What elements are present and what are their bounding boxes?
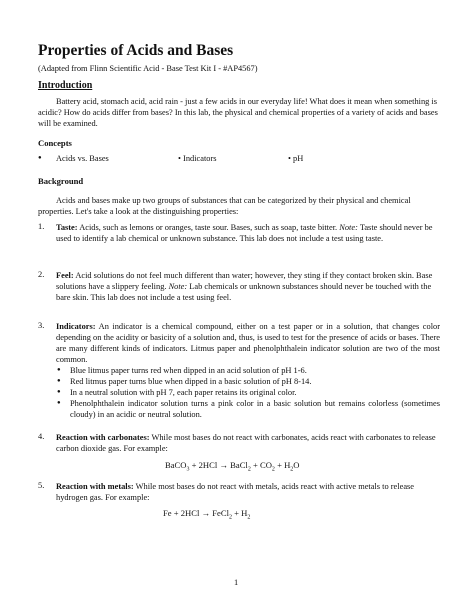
arrow-icon: → [219,460,228,470]
item-number: 5. [38,481,45,490]
carbonate-equation: BaCO$_3$ + 2HCl → BaCl$_2$ + $CO_2 + H_2O$ [165,460,300,473]
list-item: ● Blue litmus paper turns red when dipped in an acid solution of pH 1-6. [56,365,440,376]
carbonates-paragraph: Reaction with carbonates: While most bases do not react with carbonates, acids react with carbonates to release carbon dioxide gas. For example: [56,433,436,453]
item-label: Taste: [56,223,78,232]
list-item: ● Red litmus paper turns blue when dipped in a basic solution of pH 8-14. [56,376,440,387]
background-paragraph: Acids and bases make up two groups of substances that can be categorized by their physical and chemical properties. Let's take a look at the distinguishing properties: [38,196,411,216]
indicators-paragraph: Indicators: An indicator is a chemical compound, either on a test paper or in a solution, that changes color depending on the acidity or basicity of a solution and, thus, is used to test for the presence of acids or bases. There are many different kinds of indicators. Litmus paper and phenolphthalein indicator solution are two of the most common. [56,322,440,364]
page-number: 1 [234,578,239,587]
arrow-icon: → [201,508,211,518]
metal-equation: Fe + 2HCl → FeCl$_2$ + $H_2$ [163,508,251,521]
item-number: 3. [38,321,45,330]
list-item: ● Phenolphthalein indicator solution turns a pink color in a basic solution but remains colorless (sometimes cloudy) in an acidic or neutral solution. [56,398,440,420]
note-label: Note: [168,282,188,291]
taste-paragraph: Taste: Acids, such as lemons or oranges, taste sour. Bases, such as soap, taste bitter. Note: Taste should never be used to identify a lab chemical or unknown substance. This lab does not include a test using taste. [56,223,433,243]
item-number: 1. [38,222,45,231]
item-label: Indicators: [56,322,96,331]
item-label: Feel: [56,271,74,280]
concepts-heading: Concepts [38,138,72,148]
item-number: 4. [38,432,45,441]
list-item: ● In a neutral solution with pH 7, each paper retains its original color. [56,387,440,398]
introduction-heading: Introduction [38,80,93,91]
introduction-paragraph: Battery acid, stomach acid, acid rain - just a few acids in our everyday life! What does it mean when something is acidic? How do acids differ from bases? In this lab, the physical and chemical properties of a variety of acids and bases will be examined. [38,97,438,128]
concept-item: • pH [288,154,304,163]
item-number: 2. [38,270,45,279]
concept-item: • Indicators [178,154,217,163]
concept-bullet-icon: ● [38,155,42,161]
item-label: Reaction with carbonates: [56,433,150,442]
metals-paragraph: Reaction with metals: While most bases do not react with metals, acids react with active metals to release hydrogen gas. For example: [56,482,415,502]
item-label: Reaction with metals: [56,482,134,491]
feel-paragraph: Feel: Acid solutions do not feel much different than water; however, they sting if they contact broken skin. Base solutions have a slippery feeling. Note: Lab chemicals or unknown substances should never be touched with the bare skin. This lab does not include a test using feel. [56,271,433,302]
concept-item: Acids vs. Bases [56,154,109,163]
background-heading: Background [38,176,84,186]
page-title: Properties of Acids and Bases [38,42,234,59]
indicator-bullet-list [56,365,440,420]
note-label: Note: [339,223,358,232]
source-note: (Adapted from Flinn Scientific Acid - Base Test Kit I - #AP4567) [38,64,258,73]
